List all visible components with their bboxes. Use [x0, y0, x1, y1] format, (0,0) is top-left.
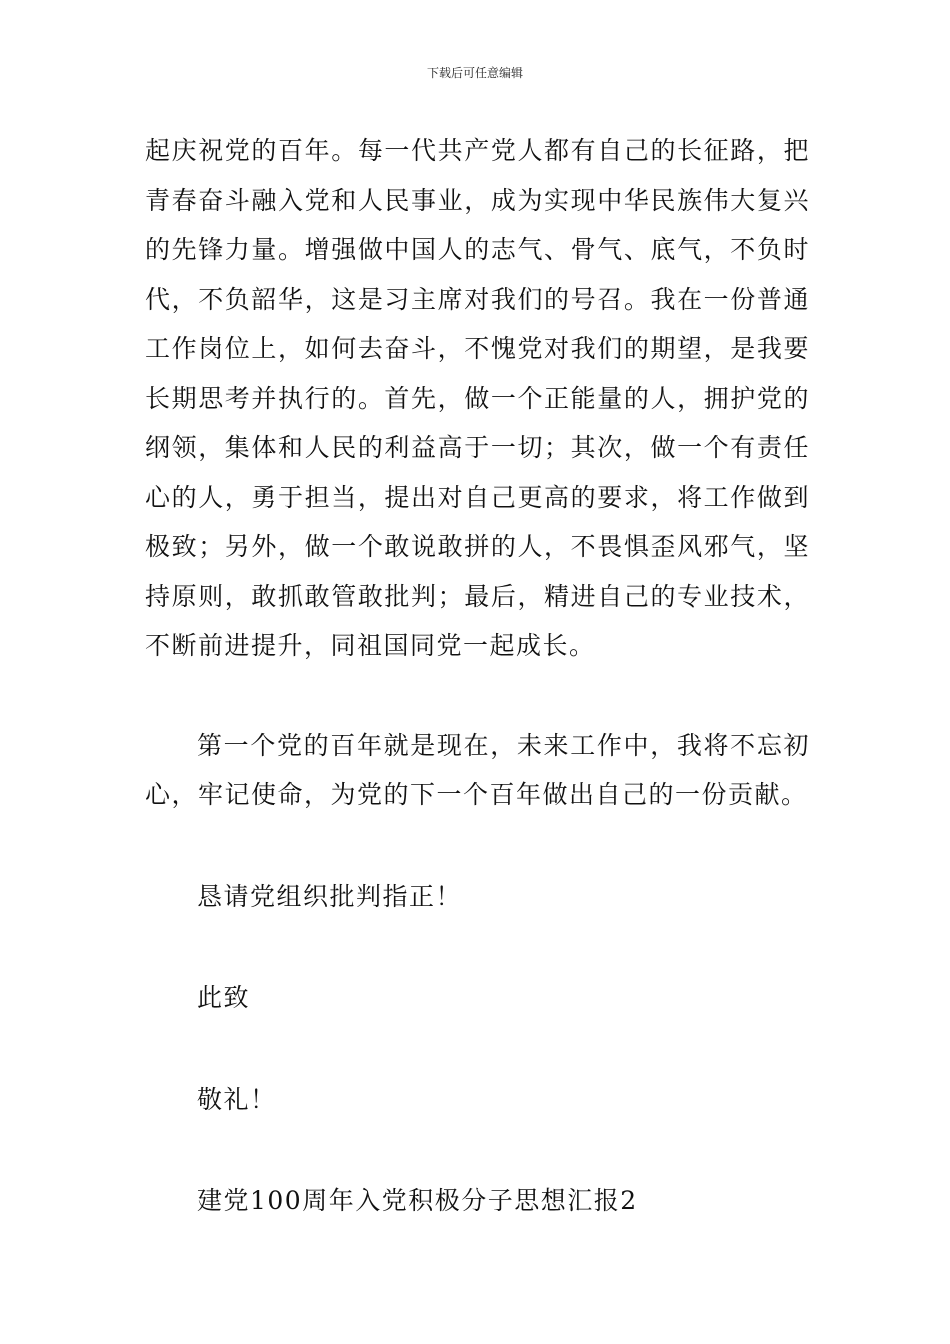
paragraph-commitment: 第一个党的百年就是现在，未来工作中，我将不忘初心，牢记使命，为党的下一个百年做出自己的一份贡献。: [145, 730, 810, 809]
document-body: [145, 126, 810, 1226]
closing-regards: 敬礼！: [197, 1084, 277, 1114]
paragraph-request: 恳请党组织批判指正！: [197, 881, 463, 911]
paragraph-continuation: 起庆祝党的百年。每一代共产党人都有自己的长征路，把青春奋斗融入党和人民事业，成为实现中华民族伟大复兴的先锋力量。增强做中国人的志气、骨气、底气，不负时代，不负韶华，这是习主席对我们的号召。我在一份普通工作岗位上，如何去奋斗，不愧党对我们的期望，是我要长期思考并执行的。首先，做一个正能量的人，拥护党的纲领，集体和人民的利益高于一切；其次，做一个有责任心的人，勇于担当，提出对自己更高的要求，将工作做到极致；另外，做一个敢说敢拼的人，不畏惧歪风邪气，坚持原则，敢抓敢管敢批判；最后，精进自己的专业技术，不断前进提升，同祖国同党一起成长。: [145, 136, 810, 660]
page-header-note: 下载后可任意编辑: [426, 66, 523, 80]
next-document-title: 建党100周年入党积极分子思想汇报2: [197, 1186, 638, 1215]
closing-salutation: 此致: [197, 983, 251, 1012]
